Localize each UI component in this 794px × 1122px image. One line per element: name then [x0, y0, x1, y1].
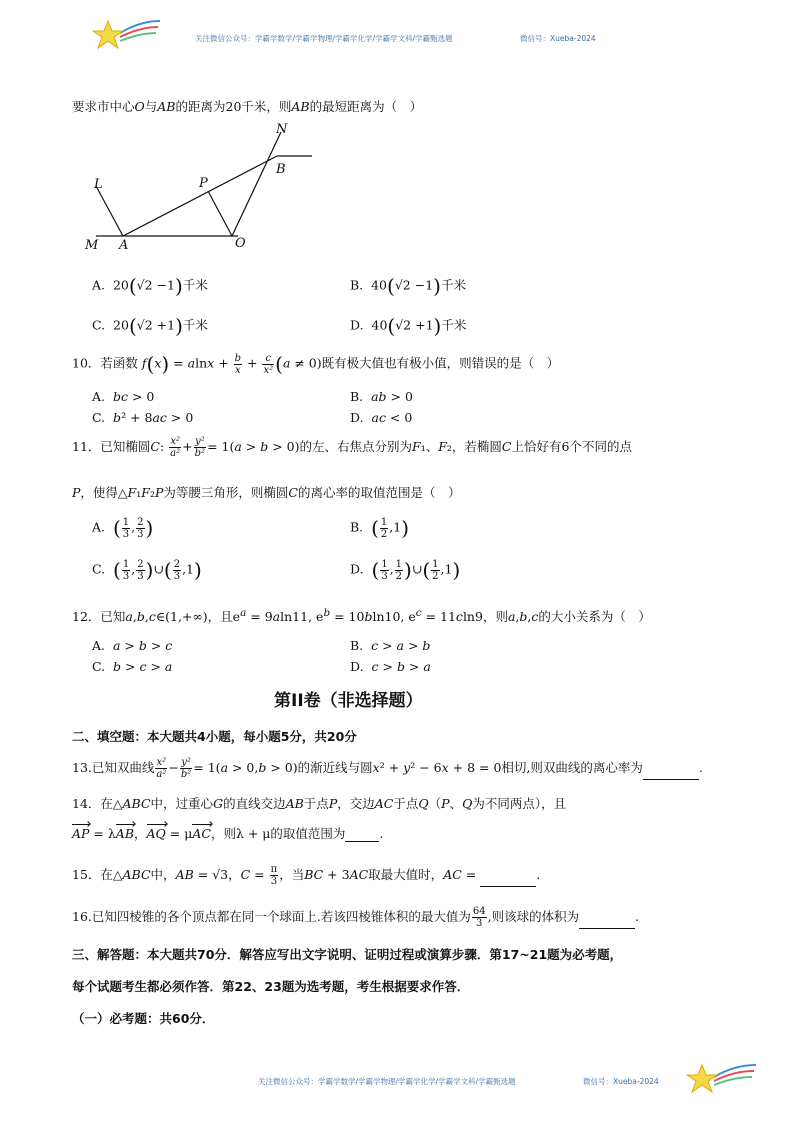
q12-option-b: B. c > a > b: [350, 638, 431, 653]
q9-option-b: B. 40(√2 −1)千米: [350, 274, 466, 298]
label-A: A: [119, 238, 129, 253]
q12-option-a: A. a > b > c: [92, 638, 173, 653]
q12-option-c: C. b > c > a: [92, 659, 173, 674]
section2-heading: 二、填空题：本大题共4小题，每小题5分，共20分: [72, 729, 357, 744]
label-L: L: [94, 177, 103, 192]
q9-option-d: D. 40(√2 +1)千米: [350, 314, 467, 338]
footer-wechat: 微信号：Xueba-2024: [583, 1077, 659, 1086]
q11-option-a: A. ( $\frac{1}{3}$ , $\frac{2}{3}$ ): [92, 516, 154, 540]
q10-stem: 10．若函数 f(x) = alnx + $\frac{b}{x}$ + $\frac{c}{\text{x²}}$ (a ≠ 0)既有极大值也有极小值，则错误的是（ ）: [72, 352, 560, 376]
q13-stem: 13.已知双曲线 $\frac{\text{x²}}{\text{a²}}$ − $\frac{\text{y²}}{\text{b²}}$ = 1(a > 0,b > 0)的渐近线与圆x² + y² − 6x + 8 = 0相切,则双曲线的离心率为 .: [72, 757, 703, 780]
section3-line1: 三、解答题：本大题共70分．解答应写出文字说明、证明过程或演算步骤．第17~21题为必考题，: [72, 947, 623, 962]
footer-text: 关注微信公众号：学霸学数学/学霸学物理/学霸学化学/学霸学文科/学霸甄选题: [258, 1077, 516, 1086]
q11-stem-line1: 11．已知椭圆C: $\frac{\text{x²}}{\text{a²}}$ + $\frac{\text{y²}}{\text{b²}}$ = 1(a > b > 0)的左、右焦点分别为F₁、F₂，若椭圆C上恰好有6个不同的点: [72, 436, 632, 459]
q10-option-c: C. b² + 8ac > 0: [92, 410, 194, 425]
header-wechat: 微信号：Xueba-2024: [520, 34, 596, 43]
q9-stem: 要求市中心O与AB的距离为20千米，则AB的最短距离为（ ）: [72, 99, 423, 114]
q16-stem: 16.已知四棱锥的各个顶点都在同一个球面上.若该四棱锥体积的最大值为 $\frac{64}{3}$ ,则该球的体积为 .: [72, 906, 640, 929]
label-P: P: [199, 176, 208, 191]
q12-option-d: D. c > b > a: [350, 659, 431, 674]
section3-line2: 每个试题考生都必须作答．第22、23题为选考题，考生根据要求作答．: [72, 979, 470, 994]
q9-geometry-diagram: [78, 118, 318, 253]
q12-stem: 12．已知a,b,c∈(1,+∞)，且$e^a = 9aln11$, $e^b = 10bln10$, $e^c = 11cln9$，则a,b,c的大小关系为（ ）: [72, 607, 651, 625]
q9-option-c: C. 20(√2 +1)千米: [92, 314, 208, 338]
subsection1-heading: （一）必考题：共60分．: [72, 1011, 215, 1026]
q11-stem-line2: P，使得△F₁F₂P为等腰三角形，则椭圆C的离心率的取值范围是（ ）: [72, 485, 461, 500]
q15-stem: 15．在△ABC中，AB = √3，C = $\frac{\pi}{3}$ ，当BC + 3AC取最大值时，AC = .: [72, 864, 541, 887]
star-logo-footer: [686, 1057, 758, 1101]
q11-option-b: B. ( $\frac{1}{2}$ ,1): [350, 516, 410, 540]
q10-option-b: B. ab > 0: [350, 389, 413, 404]
q10-option-d: D. ac < 0: [350, 410, 413, 425]
q9-option-a: A. 20(√2 −1)千米: [92, 274, 208, 298]
label-M: M: [85, 238, 99, 253]
label-O: O: [235, 236, 246, 251]
q10-option-a: A. bc > 0: [92, 389, 155, 404]
star-logo-header: [92, 15, 162, 57]
q11-option-d: D. ( $\frac{1}{3}$ , $\frac{1}{2}$ )∪( $\frac{1}{2}$ ,1): [350, 558, 461, 582]
part2-title: 第II卷（非选择题）: [274, 691, 423, 711]
q11-option-c: C. ( $\frac{1}{3}$ , $\frac{2}{3}$ )∪( $\frac{2}{3}$ ,1): [92, 558, 202, 582]
header-text: 关注微信公众号：学霸学数学/学霸学物理/学霸学化学/学霸学文科/学霸甄选题: [195, 34, 453, 43]
q14-stem-line1: 14．在△ABC中，过重心G的直线交边AB于点P，交边AC于点Q（P、Q为不同两点），且: [72, 796, 567, 811]
label-B: B: [276, 162, 286, 177]
label-N: N: [276, 122, 288, 137]
q14-stem-line2: AP = λAB，AQ = μAC，则λ + μ的取值范围为 .: [72, 826, 384, 841]
